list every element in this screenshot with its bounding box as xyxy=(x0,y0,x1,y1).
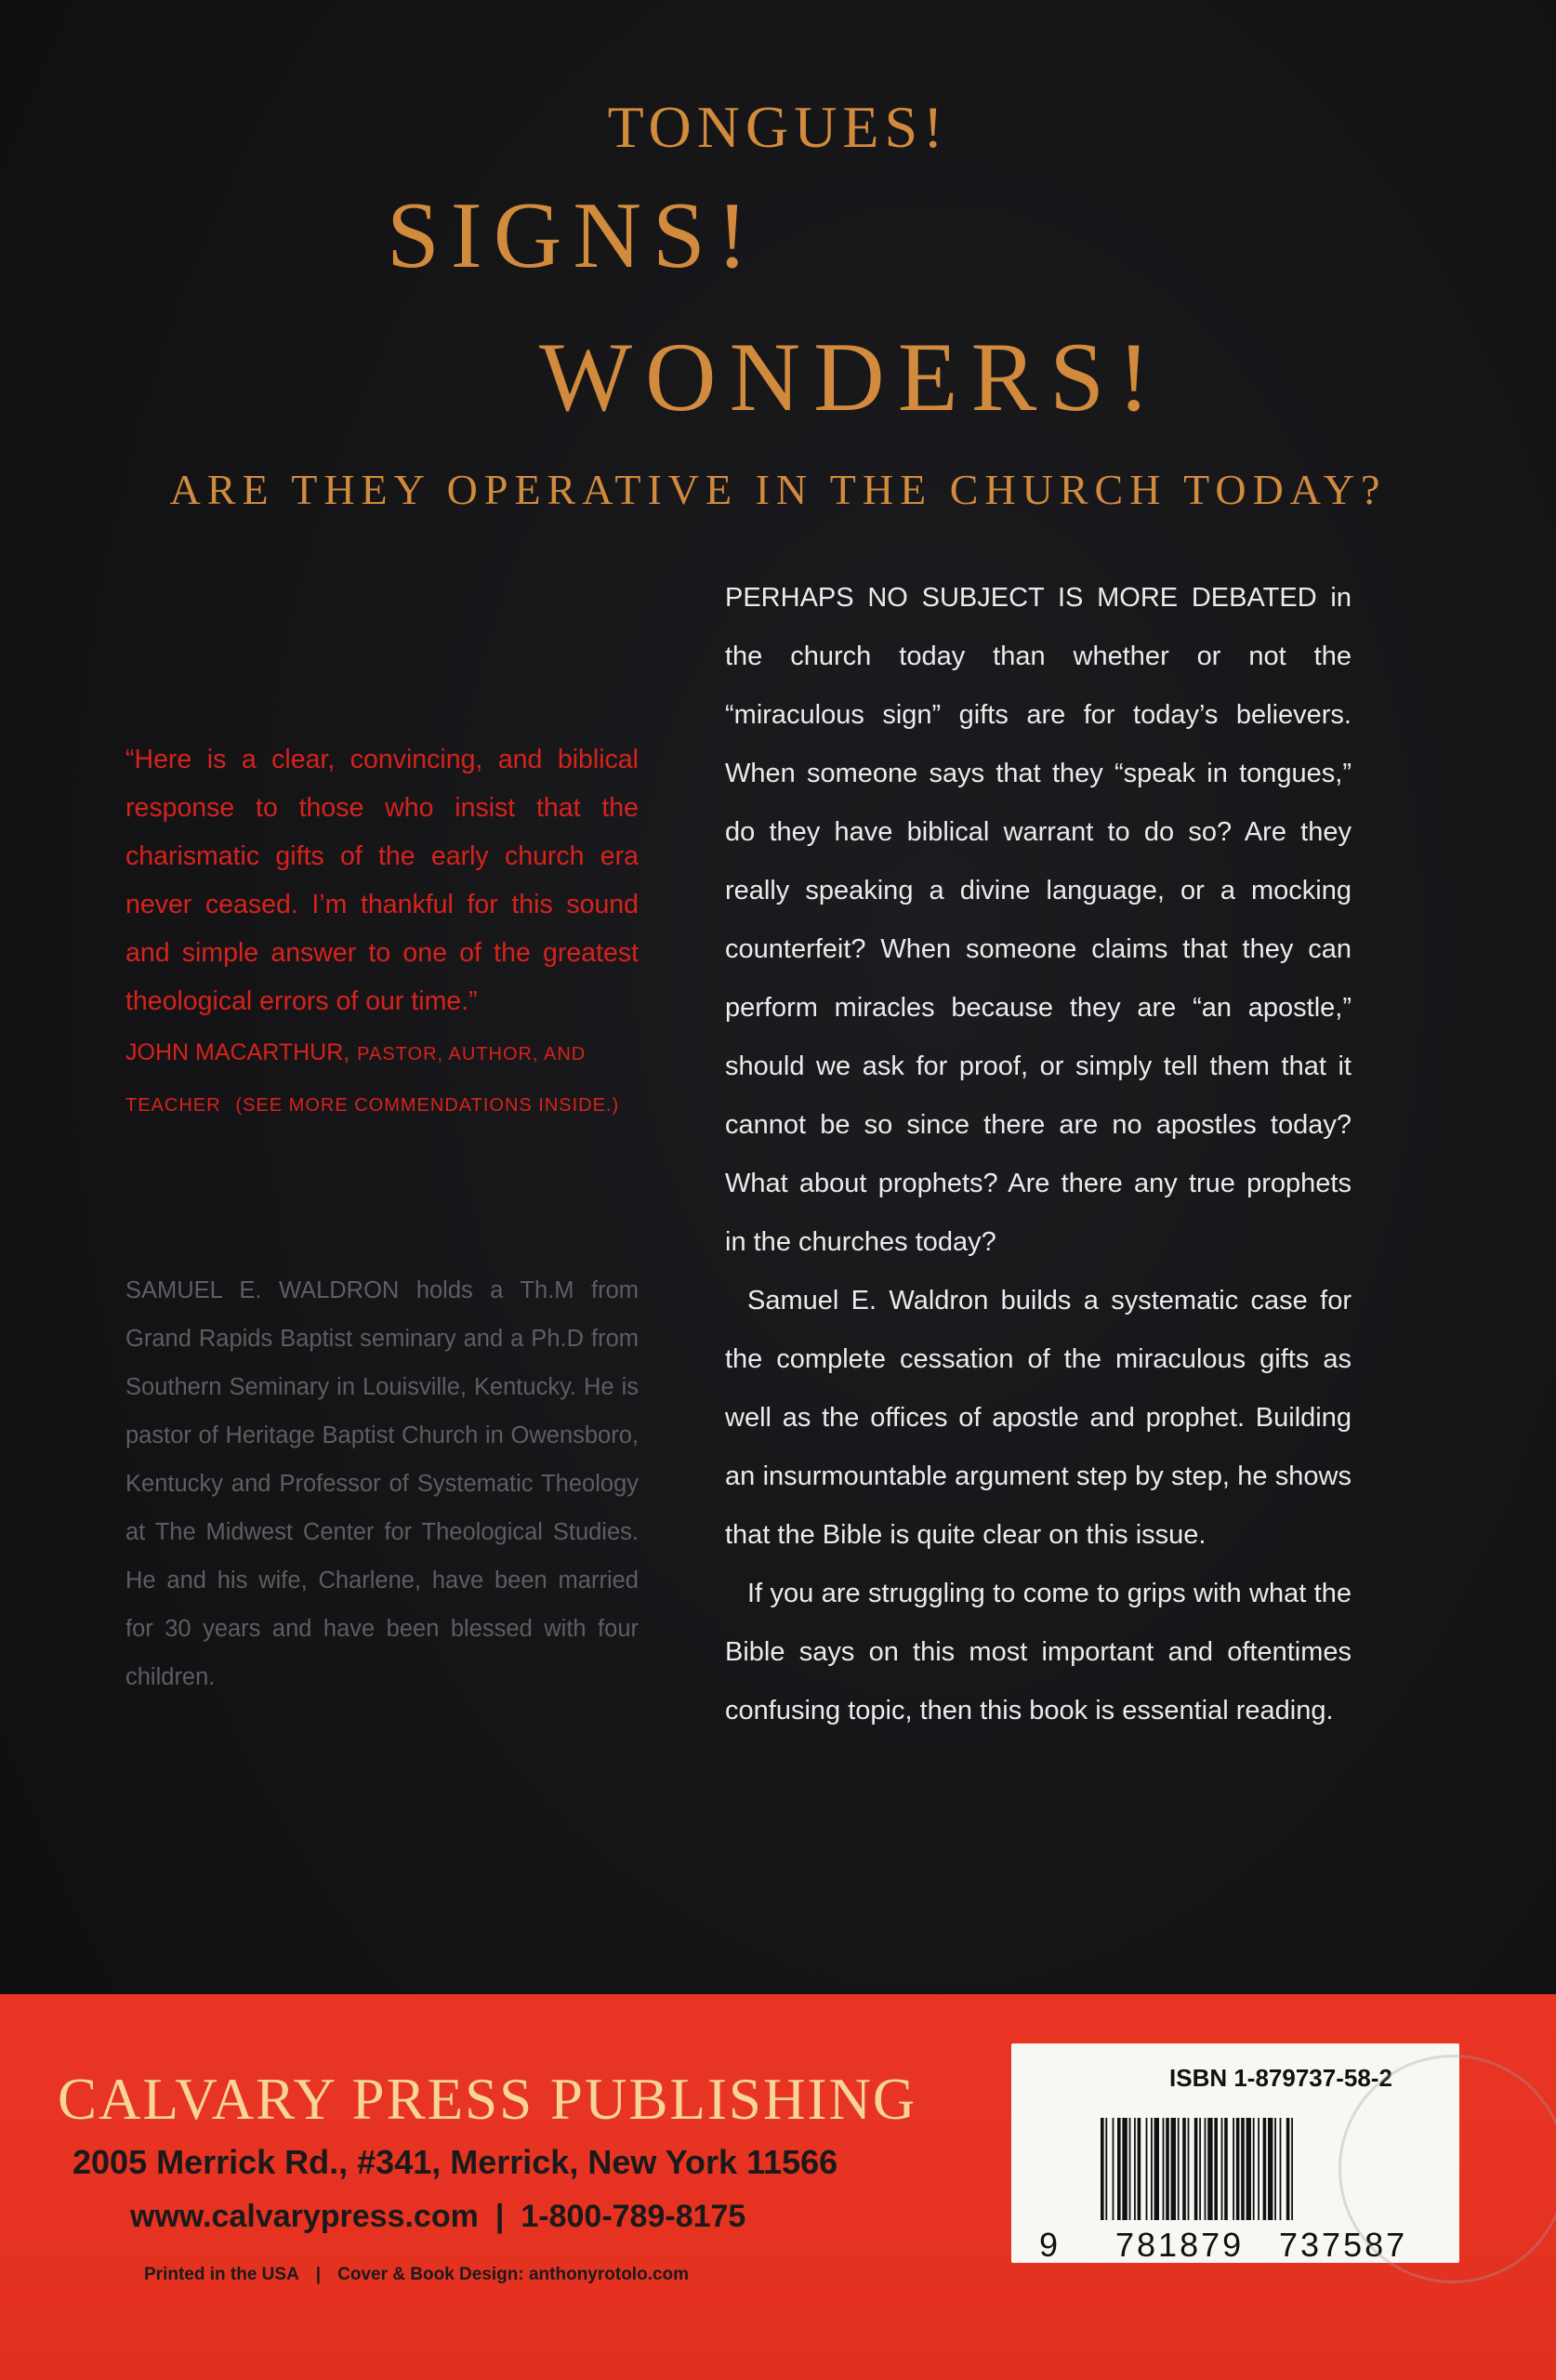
publisher-address: 2005 Merrick Rd., #341, Merrick, New York 11566 xyxy=(73,2143,838,2181)
headline-wonders: WONDERS! xyxy=(539,323,1164,431)
barcode-prefix-digit: 9 xyxy=(1039,2226,1059,2264)
endorsement-attribution xyxy=(125,1027,639,1130)
barcode-group-1: 781879 xyxy=(1115,2226,1245,2264)
publisher-name: CALVARY PRESS PUBLISHING xyxy=(58,2067,917,2132)
description-column xyxy=(725,569,1352,1740)
isbn-text: ISBN 1-879737-58-2 xyxy=(1169,2064,1392,2092)
endorsement-text: “Here is a clear, convincing, and biblical response to those who insist that the charismatic gifts of the early church era never ceased. I’m thankful for this sound and simple answer to one of the greatest theological errors of our time.” xyxy=(125,745,639,1016)
headline-signs: SIGNS! xyxy=(387,183,759,288)
headline-question: ARE THEY OPERATIVE IN THE CHURCH TODAY? xyxy=(169,466,1387,513)
store-stamp-watermark xyxy=(1338,2055,1556,2283)
author-bio: SAMUEL E. WALDRON holds a Th.M from Grand Rapids Baptist seminary and a Ph.D from Southern Seminary in Louisville, Kentucky. He is pastor of Heritage Baptist Church in Owensboro, Kentucky and Professor of Systematic Theology at The Midwest Center for Theological Studies. He and his wife, Charlene, have been married for 30 years and have been blessed with four children. xyxy=(125,1277,639,1690)
headline-tongues: TONGUES! xyxy=(607,94,949,160)
printed-location: Printed in the USA xyxy=(144,2265,299,2284)
print-credits: Printed in the USA | Cover & Book Design: anthonyrotolo.com xyxy=(144,2265,690,2284)
endorsement-quote xyxy=(125,735,639,1130)
description-para-3: If you are struggling to come to grips with what the Bible says on this most important and oftentimes confusing topic, then this book is essential reading. xyxy=(725,1579,1352,1726)
design-credit: Cover & Book Design: anthonyrotolo.com xyxy=(337,2265,690,2284)
publisher-website: www.calvarypress.com xyxy=(130,2199,479,2234)
endorser-name: JOHN MACARTHUR, xyxy=(125,1039,350,1065)
publisher-phone: 1-800-789-8175 xyxy=(521,2199,746,2234)
description-para-1: PERHAPS NO SUBJECT IS MORE DEBATED in the church today than whether or not the “miraculous sign” gifts are for today’s believers. When someone says that they “speak in tongues,” do they have biblical warrant to do so? Are they really speaking a divine language, or a mocking counterfeit? When someone claims that they can perform miracles because they are “an apostle,” should we ask for proof, or simply tell them that it cannot be so since there are no apostles today? What about prophets? Are there any true prophets in the churches today? xyxy=(725,583,1352,1257)
endorser-role: PASTOR, AUTHOR, AND TEACHER xyxy=(125,1044,587,1116)
commendations-note: (SEE MORE COMMENDATIONS INSIDE.) xyxy=(235,1095,620,1116)
description-para-2: Samuel E. Waldron builds a systematic case for the complete cessation of the miraculous gifts as well as the offices of apostle and prophet. Building an insurmountable argument step by step, he shows that the Bible is quite clear on this issue. xyxy=(725,1286,1352,1550)
publisher-contact: www.calvarypress.com | 1-800-789-8175 xyxy=(130,2199,746,2234)
barcode-group-2: 737587 xyxy=(1279,2226,1408,2264)
